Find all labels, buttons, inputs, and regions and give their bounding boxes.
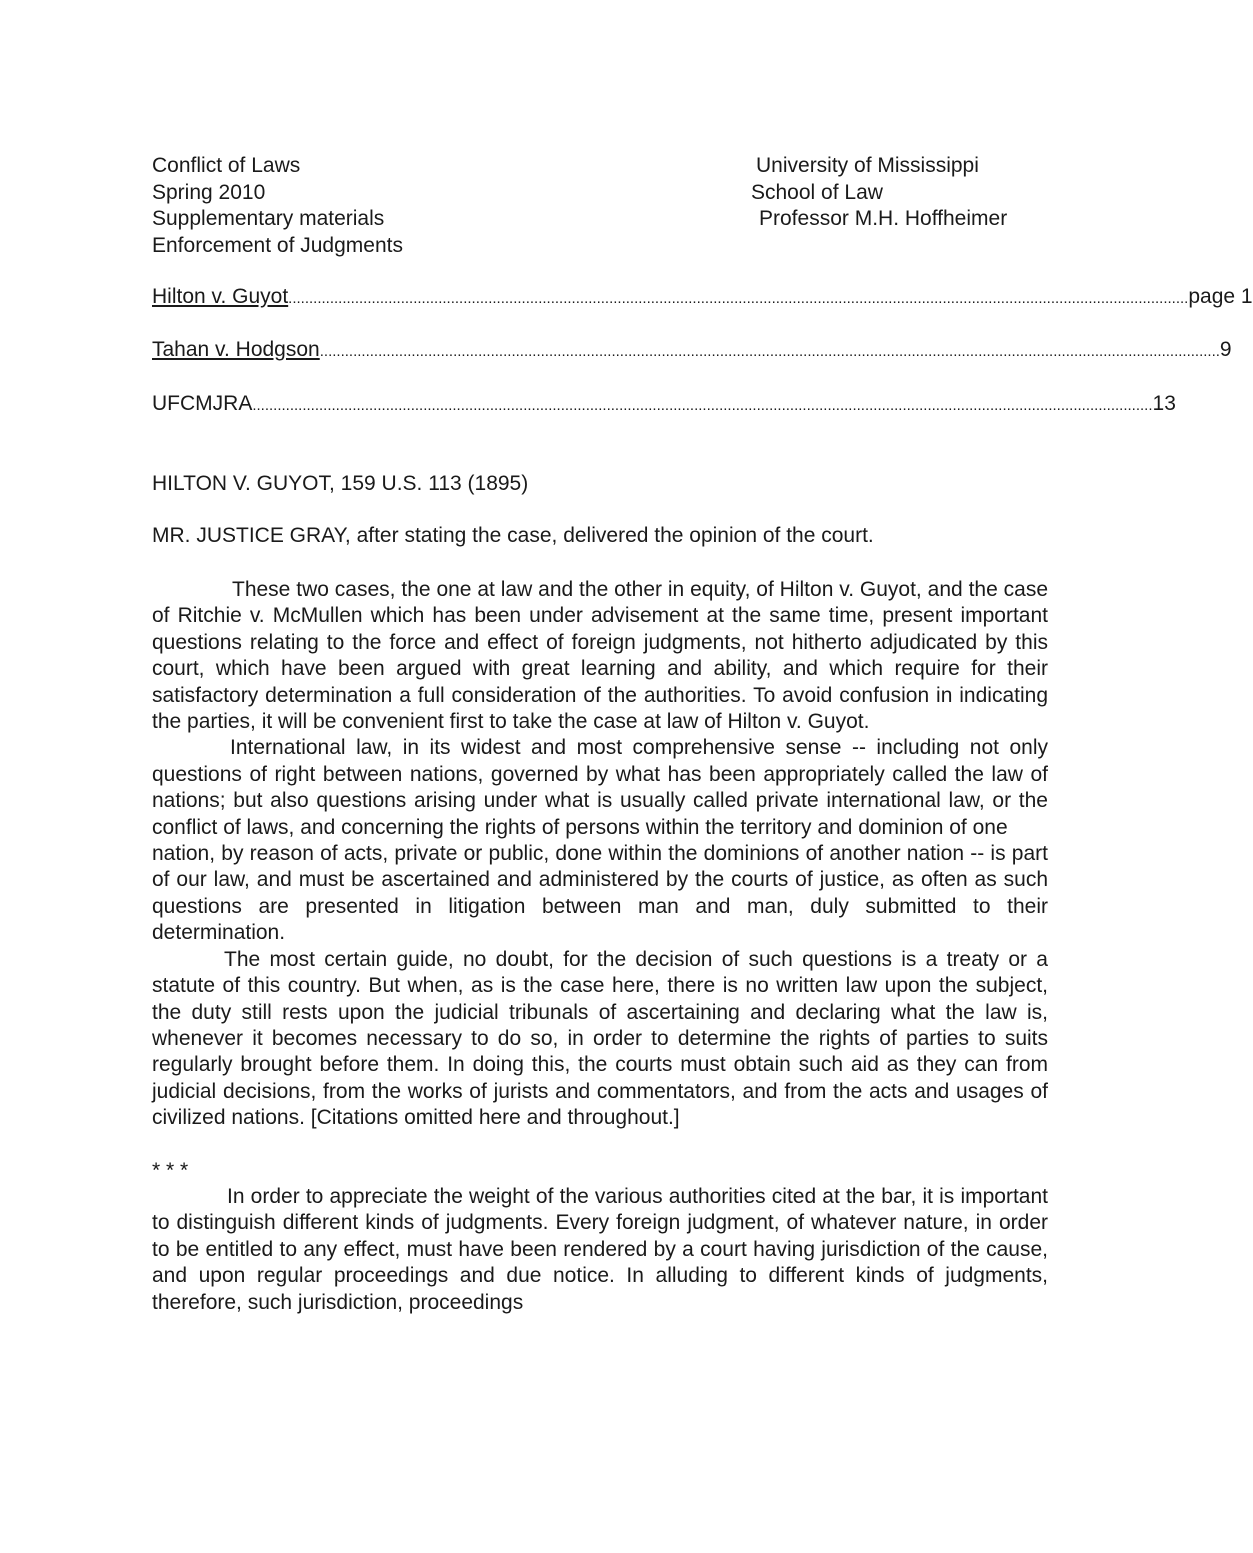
paragraph: The most certain guide, no doubt, for the decision of such questions is a treaty or a statute of this country. But when, as is the case here, there is no written law upon the subject, the duty still rests upon the judicial tribunals of ascertaining and declaring what the law is, whenever it becomes necessary to do so, in order to determine the rights of parties to suits regularly brought before them. In doing this, the courts must obtain such aid as they can from judicial decisions, from the works of jurists and commentators, and from the acts and usages of civilized nations. [Citations omitted here and throughout.] [152, 947, 1048, 1130]
paragraph: These two cases, the one at law and the other in equity, of Hilton v. Guyot, and the case of Ritchie v. McMullen which has been under advisement at the same time, present important questions relating to the force and effect of foreign judgments, not hitherto adjudicated by this court, which have been argued with great learning and ability, and which require for their satisfactory determination a full consideration of the authorities. To avoid confusion in indicating the parties, it will be convenient first to take the case at law of Hilton v. Guyot. [152, 578, 1048, 734]
toc-title[interactable]: UFCMJRA [152, 392, 253, 415]
paragraph: nation, by reason of acts, private or public, done within the dominions of another nation -- is part of our law, and must be ascertained and administered by the courts of justice, as often as such questions are presented in litigation between man and man, duly submitted to their determination. [152, 842, 1048, 945]
header-line-4 [152, 233, 1052, 260]
opinion-body [152, 577, 1048, 1316]
toc-leader-dots: ........................................................................................................................................................................................................................ [288, 290, 1189, 307]
professor-name: Professor M.H. Hoffheimer [759, 207, 1008, 230]
toc-entry[interactable] [152, 285, 1253, 313]
term: Spring 2010 [152, 180, 266, 204]
case-title: HILTON V. GUYOT, 159 U.S. 113 (1895) [152, 472, 529, 495]
course-name: Conflict of Laws [152, 154, 301, 177]
toc-entry[interactable] [152, 338, 1232, 366]
header-line-3 [152, 206, 1052, 233]
topic-label: Enforcement of Judgments [152, 233, 403, 257]
toc-page-number: page 1 [1188, 285, 1253, 308]
paragraph: In order to appreciate the weight of the various authorities cited at the bar, it is important to distinguish different kinds of judgments. Every foreign judgment, of whatever nature, in order to be entitled to any effect, must have been rendered by a court having jurisdiction of the cause, and upon regular proceedings and due notice. In alluding to different kinds of judgments, therefore, such jurisdiction, proceedings [152, 1184, 1048, 1314]
toc-leader-dots: ........................................................................................................................................................................................................................ [319, 343, 1220, 360]
header-line-1 [152, 153, 1052, 180]
toc-title[interactable]: Tahan v. Hodgson [152, 338, 320, 361]
university-name: University of Mississippi [756, 154, 979, 177]
header-line-2 [152, 180, 1052, 207]
school-name: School of Law [751, 180, 883, 204]
materials-label: Supplementary materials [152, 207, 385, 230]
toc-entry[interactable] [152, 392, 1176, 420]
toc-leader-dots: ........................................................................................................................................................................................................................ [252, 397, 1153, 414]
course-header [152, 153, 1052, 259]
paragraph: International law, in its widest and most comprehensive sense -- including not only questions of right between nations, governed by what has been appropriately called the law of nations; but also questions arising under what is usually called private international law, or the conflict of laws, and concerning the rights of persons within the territory and dominion of one [152, 736, 1048, 839]
toc-page-number: 9 [1219, 338, 1232, 361]
toc-page-number: 13 [1152, 392, 1176, 415]
toc-title[interactable]: Hilton v. Guyot [152, 285, 289, 308]
justice-line: MR. JUSTICE GRAY, after stating the case, delivered the opinion of the court. [152, 524, 874, 547]
section-break: * * * [152, 1158, 189, 1182]
